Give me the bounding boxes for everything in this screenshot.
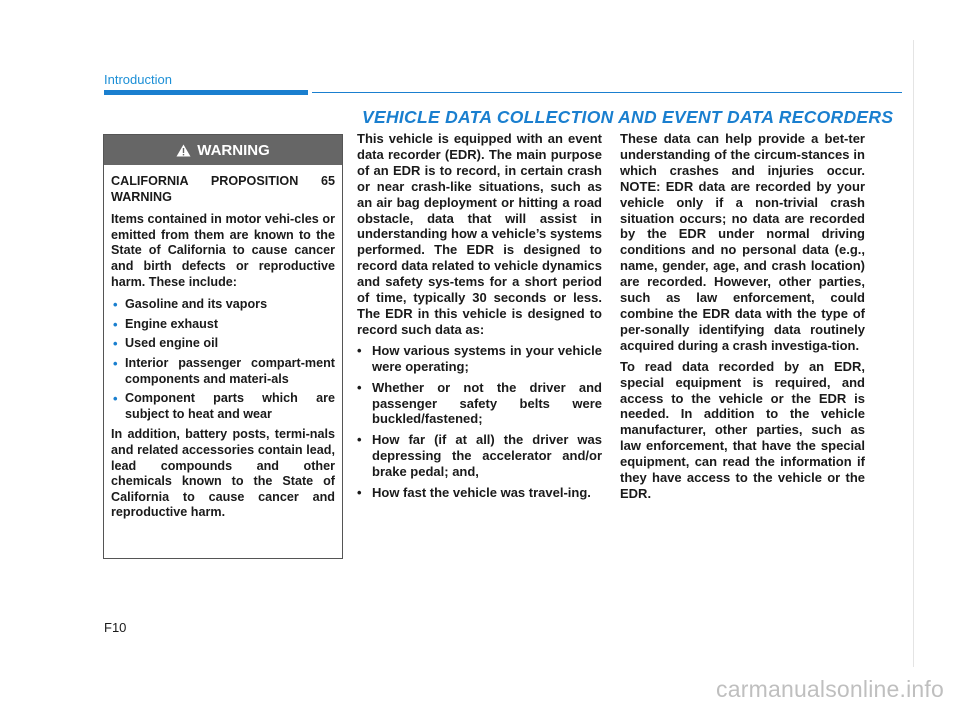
watermark: carmanualsonline.info [716,676,944,702]
section-label: Introduction [104,72,172,87]
list-item: • How various systems in your vehicle were operating; [357,342,602,374]
warning-header [104,135,342,165]
warning-outro: In addition, battery posts, termi-nals and related accessories contain lead, lead compounds and other chemicals known to the State of California to cause cancer and reproductive harm. [111,427,335,520]
right-margin-line [913,40,914,667]
bullet-dot-icon: • [113,355,118,371]
warning-list-item: • Interior passenger compart-ment components and materi-als [113,355,335,386]
header-rule-thin [312,92,902,93]
header-rule-thick [104,90,308,95]
warning-list [111,297,335,422]
page-title: VEHICLE DATA COLLECTION AND EVENT DATA RECORDERS [362,107,894,127]
bullet-icon: • [357,342,362,358]
bullet-dot-icon: • [113,316,118,332]
bullet-dot-icon: • [113,336,118,352]
warning-list-item: • Used engine oil [113,336,219,352]
edr-intro-paragraph: This vehicle is equipped with an event data recorder (EDR). The main purpose of an EDR is to record, in certain crash or near crash-like situations, such as an air bag deployment or hitting a road obstacle, data that will assist in understanding how a vehicle’s systems performed. The EDR is designed to record data related to vehicle dynamics and safety sys-tems for a short period of time, typically 30 seconds or less. The EDR in this vehicle is designed to record such data as: [357,131,602,337]
edr-data-list [357,343,602,501]
column-middle [357,131,602,506]
edr-access-paragraph: To read data recorded by an EDR, special equipment is required, and access to the vehicle or the EDR is needed. In addition to the vehicle manufacturer, other parties, such as law enforcement, that have the special equipment, can read the information if they have access to the vehicle or the EDR. [620,358,865,501]
bullet-icon: • [357,485,362,501]
warning-title: CALIFORNIA PROPOSITION 65 WARNING [111,174,335,204]
warning-intro: Items contained in motor vehi-cles or emitted from them are known to the State of California to cause cancer and birth defects or reproductive harm. These include: [111,212,335,289]
page-number: F10 [104,620,127,635]
list-item: • How far (if at all) the driver was depressing the accelerator and/or brake pedal; and, [357,432,602,480]
bullet-dot-icon: • [113,297,118,313]
edr-note-paragraph: These data can help provide a bet-ter understanding of the circum-stances in which crashes and injuries occur. NOTE: EDR data are recorded by your vehicle only if a non-trivial crash situation occurs; no data are recorded by the EDR under normal driving conditions and no personal data (e.g., name, gender, age, and crash location) are recorded. However, other parties, such as law enforcement, could combine the EDR data with the type of per-sonally identifying data routinely acquired during a crash investiga-tion. [620,131,865,353]
bullet-icon: • [357,379,362,395]
warning-list-item: • Gasoline and its vapors [113,297,268,313]
list-item: • How fast the vehicle was travel-ing. [357,485,591,501]
list-item: • Whether or not the driver and passenger safety belts were buckled/fastened; [357,379,602,427]
column-right [620,131,865,507]
warning-list-item: • Component parts which are subject to heat and wear [113,391,335,421]
warning-list-item: • Engine exhaust [113,316,219,332]
warning-box [103,134,343,559]
warning-triangle-icon [176,144,191,157]
bullet-icon: • [357,432,362,448]
warning-body [104,165,342,521]
warning-label: WARNING [197,141,270,159]
bullet-dot-icon: • [113,391,118,407]
